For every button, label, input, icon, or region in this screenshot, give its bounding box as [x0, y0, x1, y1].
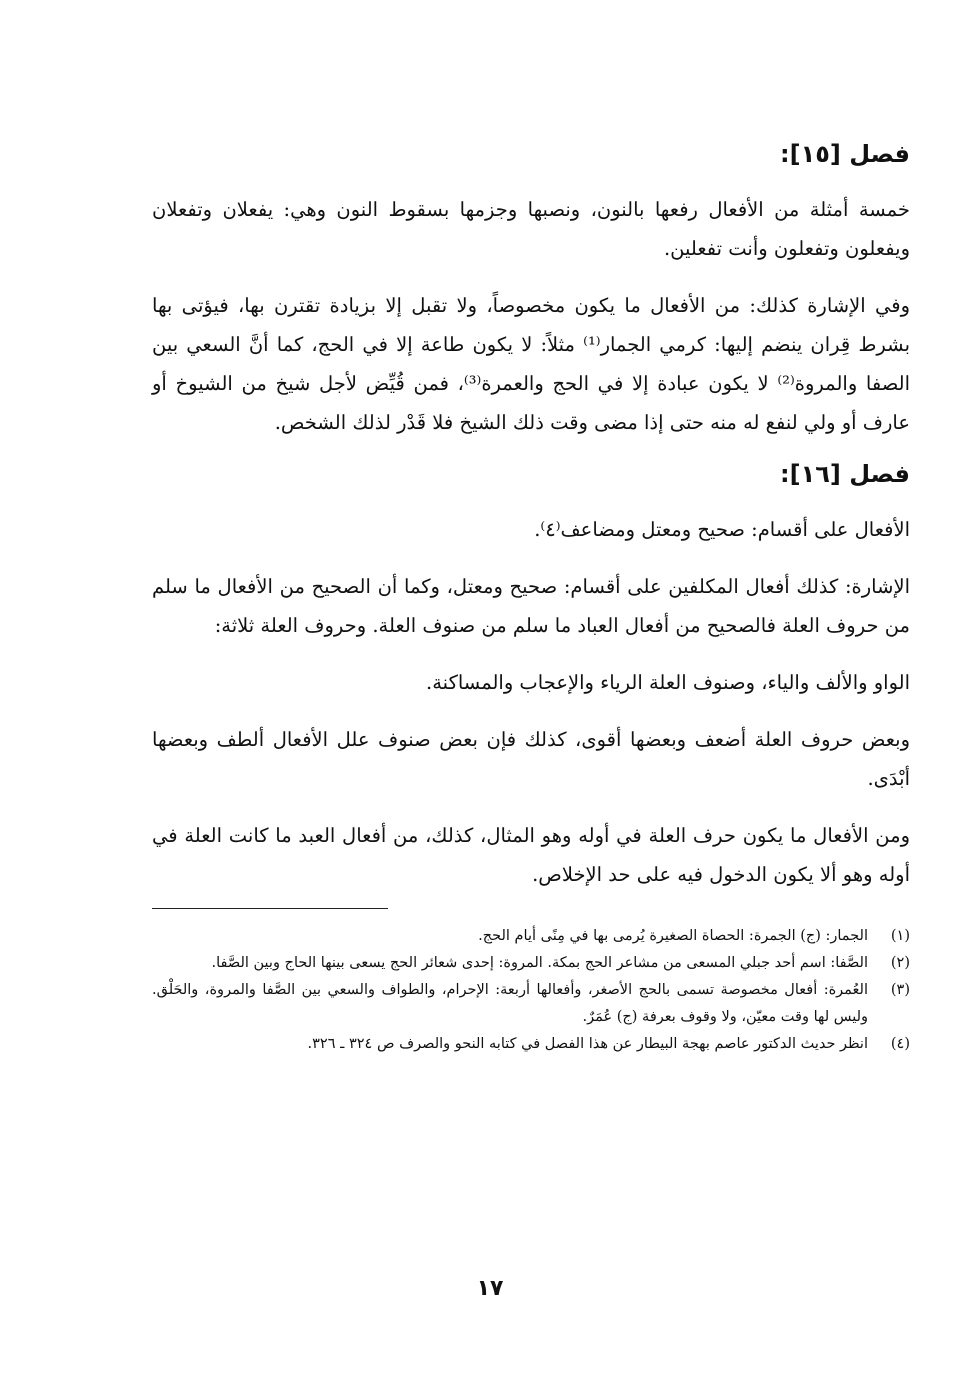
- page-number: ١٧: [476, 1276, 504, 1301]
- section-heading: فصل [١٥]:: [780, 140, 910, 168]
- footnote-text: الجمار: (ج) الجمرة: الحصاة الصغيرة يُرمى بها في مِنًى أيام الحج.: [478, 928, 868, 944]
- paragraph: ومن الأفعال ما يكون حرف العلة في أوله وهو المثال، كذلك، من أفعال العبد ما كانت العلة في أوله وهو ألا يكون الدخول فيه على حد الإخلاص.: [152, 824, 910, 886]
- footnote-text: الصَّفا: اسم أحد جبلي المسعى من مشاعر الحج بمكة. المروة: إحدى شعائر الحج يسعى بينها الحاج وبين الصَّفا.: [211, 955, 868, 971]
- footnote-number: (١): [890, 928, 910, 944]
- paragraph: الإشارة: كذلك أفعال المكلفين على أقسام: صحيح ومعتل، وكما أن الصحيح من الأفعال ما سلم من حروف العلة فالصحيح من أفعال العباد ما سلم من صنوف العلة. وحروف العلة ثلاثة:: [152, 575, 910, 637]
- paragraph: الأفعال على أقسام: صحيح ومعتل ومضاعف⁽٤⁾.: [534, 518, 910, 541]
- footnote: [152, 1031, 910, 1058]
- footnote: [152, 923, 910, 950]
- paragraph: وفي الإشارة كذلك: من الأفعال ما يكون مخصوصاً، ولا تقبل إلا بزيادة تقترن بها، فيؤتى بها بشرط قِران ينضم إليها: كرمي الجمار⁽¹⁾ مثلاً: لا يكون طاعة إلا في الحج، كما أنَّ السعي بين الصفا والمروة⁽²⁾ لا يكون عبادة إلا في الحج والعمرة⁽³⁾، فمن قُيِّض لأجل شيخ من الشيوخ أو عارف أو ولي لنفع له منه حتى إذا مضى وقت ذلك الشيخ فلا قَدْر لذلك الشخص.: [152, 294, 911, 434]
- footnote-number: (٣): [890, 982, 910, 998]
- section-15: [152, 140, 910, 442]
- footnote: [152, 950, 910, 977]
- footnote-separator: [152, 908, 388, 909]
- footnote-number: (٤): [890, 1036, 910, 1052]
- paragraph: وبعض حروف العلة أضعف وبعضها أقوى، كذلك فإن بعض صنوف علل الأفعال ألطف وبعضها أبْدَى.: [152, 728, 910, 790]
- paragraph: الواو والألف والياء، وصنوف العلة الرياء والإعجاب والمساكنة.: [426, 671, 910, 694]
- section-16: [152, 460, 910, 894]
- footnote-number: (٢): [890, 955, 910, 971]
- paragraph: خمسة أمثلة من الأفعال رفعها بالنون، ونصبها وجزمها بسقوط النون وهي: يفعلان وتفعلان ويفعلون وتفعلون وأنت تفعلين.: [152, 198, 910, 260]
- footnotes: [152, 923, 910, 1058]
- footnote: [152, 977, 910, 1031]
- section-heading: فصل [١٦]:: [780, 460, 910, 488]
- footnote-text: العُمرة: أفعال مخصوصة تسمى بالحج الأصغر، وأفعالها أربعة: الإحرام، والطواف والسعي بين الصَّفا والمروة، والحَلْق. وليس لها وقت معيّن، ولا وقوف بعرفة (ج) عُمَرٌ.: [152, 982, 868, 1025]
- footnote-text: انظر حديث الدكتور عاصم بهجة البيطار عن هذا الفصل في كتابه النحو والصرف ص ٣٢٤ ـ ٣٢٦.: [307, 1036, 868, 1052]
